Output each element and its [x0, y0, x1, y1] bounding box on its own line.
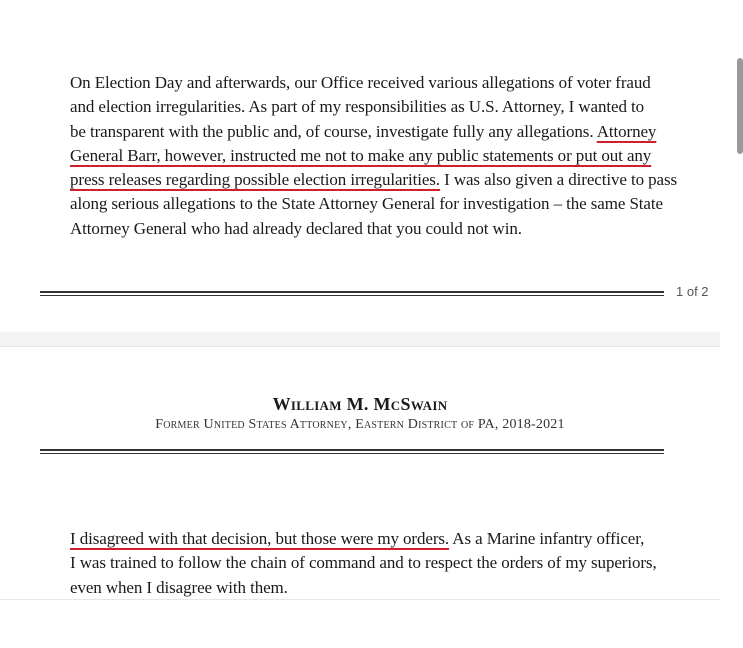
- text-line: [70, 576, 710, 600]
- text-line: [70, 95, 710, 119]
- highlighted-text: I disagreed with that decision, but those were my orders.: [70, 529, 450, 548]
- footer-rule: [40, 291, 664, 296]
- text-segment: even when I disagree with them.: [70, 577, 288, 597]
- text-line: [70, 192, 710, 216]
- text-segment: be transparent with the public and, of course, investigate fully any allegations.: [70, 121, 597, 141]
- text-segment: I was also given a directive to pass: [439, 170, 678, 190]
- text-segment: along serious allegations to the State Attorney General for investigation – the same State: [70, 194, 663, 214]
- letter-paragraph-2: [41, 527, 710, 600]
- header-rule: [40, 449, 664, 454]
- highlighted-text: press releases regarding possible election irregularities.: [70, 170, 440, 190]
- text-line: [70, 71, 710, 95]
- text-line: [70, 551, 710, 575]
- author-title: Former United States Attorney, Eastern District of PA, 2018-2021: [155, 417, 565, 432]
- text-segment: On Election Day and afterwards, our Office received various allegations of voter fraud: [70, 73, 651, 92]
- highlighted-text: Attorney: [596, 121, 657, 141]
- page-indicator: 1 of 2: [676, 284, 709, 299]
- letter-paragraph-1: [41, 71, 710, 241]
- highlighted-text: General Barr, however, instructed me not to make any public statements or put out any: [70, 145, 652, 165]
- text-line: [70, 217, 710, 241]
- page-gap: [0, 332, 720, 346]
- text-segment: I was trained to follow the chain of command and to respect the orders of my superiors,: [70, 553, 657, 573]
- author-name: William M. McSwain: [272, 394, 448, 414]
- text-segment: As a Marine infantry officer,: [449, 529, 645, 548]
- text-segment: and election irregularities. As part of my responsibilities as U.S. Attorney, I wanted to: [70, 97, 645, 117]
- text-line: [70, 120, 710, 144]
- text-segment: Attorney General who had already declared that you could not win.: [70, 218, 522, 238]
- text-line: [70, 527, 710, 551]
- text-line: [70, 168, 710, 192]
- scrollbar-thumb[interactable]: [737, 58, 743, 154]
- text-line: [70, 144, 710, 168]
